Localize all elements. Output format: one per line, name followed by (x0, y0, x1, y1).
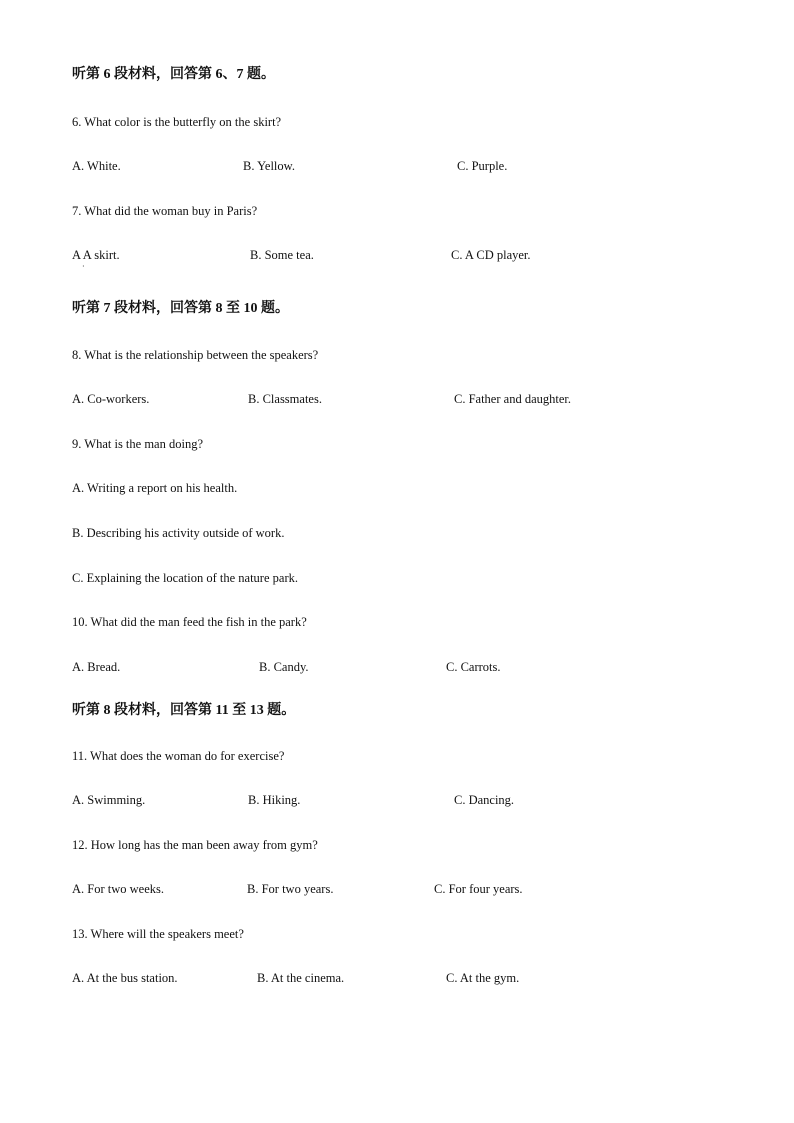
q13-option-c: C. At the gym. (446, 971, 520, 985)
question-12: 12. How long has the man been away from gym? (72, 838, 318, 852)
q6-option-c: C. Purple. (457, 159, 508, 173)
q11-option-b: B. Hiking. (248, 793, 301, 807)
section-heading-6: 听第 6 段材料，回答第 6、7 题。 (72, 67, 275, 82)
q6-option-b: B. Yellow. (243, 159, 295, 173)
q10-option-c: C. Carrots. (446, 660, 501, 674)
dot-mark: · (82, 262, 85, 271)
section-heading-8: 听第 8 段材料，回答第 11 至 13 题。 (72, 703, 296, 718)
q11-option-c: C. Dancing. (454, 793, 515, 807)
question-13: 13. Where will the speakers meet? (72, 927, 244, 941)
q7-option-a: A A skirt. (72, 248, 120, 262)
question-10: 10. What did the man feed the fish in the park? (72, 615, 307, 629)
question-11: 11. What does the woman do for exercise? (72, 749, 285, 763)
q8-option-c: C. Father and daughter. (454, 392, 571, 406)
question-6: 6. What color is the butterfly on the skirt? (72, 115, 282, 129)
q7-option-c: C. A CD player. (451, 248, 531, 262)
q7-option-b: B. Some tea. (250, 248, 314, 262)
q13-option-a: A. At the bus station. (72, 971, 178, 985)
q6-option-a: A. White. (72, 159, 121, 173)
q10-option-a: A. Bread. (72, 660, 121, 674)
q10-option-b: B. Candy. (259, 660, 309, 674)
q9-option-c: C. Explaining the location of the nature park. (72, 571, 298, 585)
q9-option-a: A. Writing a report on his health. (72, 481, 238, 495)
question-9: 9. What is the man doing? (72, 437, 203, 451)
q12-option-c: C. For four years. (434, 882, 523, 896)
q8-option-b: B. Classmates. (248, 392, 322, 406)
q13-option-b: B. At the cinema. (257, 971, 345, 985)
q12-option-b: B. For two years. (247, 882, 334, 896)
question-8: 8. What is the relationship between the speakers? (72, 348, 319, 362)
q11-option-a: A. Swimming. (72, 793, 146, 807)
q12-option-a: A. For two weeks. (72, 882, 165, 896)
section-heading-7: 听第 7 段材料，回答第 8 至 10 题。 (72, 301, 289, 316)
q8-option-a: A. Co-workers. (72, 392, 150, 406)
question-7: 7. What did the woman buy in Paris? (72, 204, 258, 218)
q9-option-b: B. Describing his activity outside of work. (72, 526, 285, 540)
